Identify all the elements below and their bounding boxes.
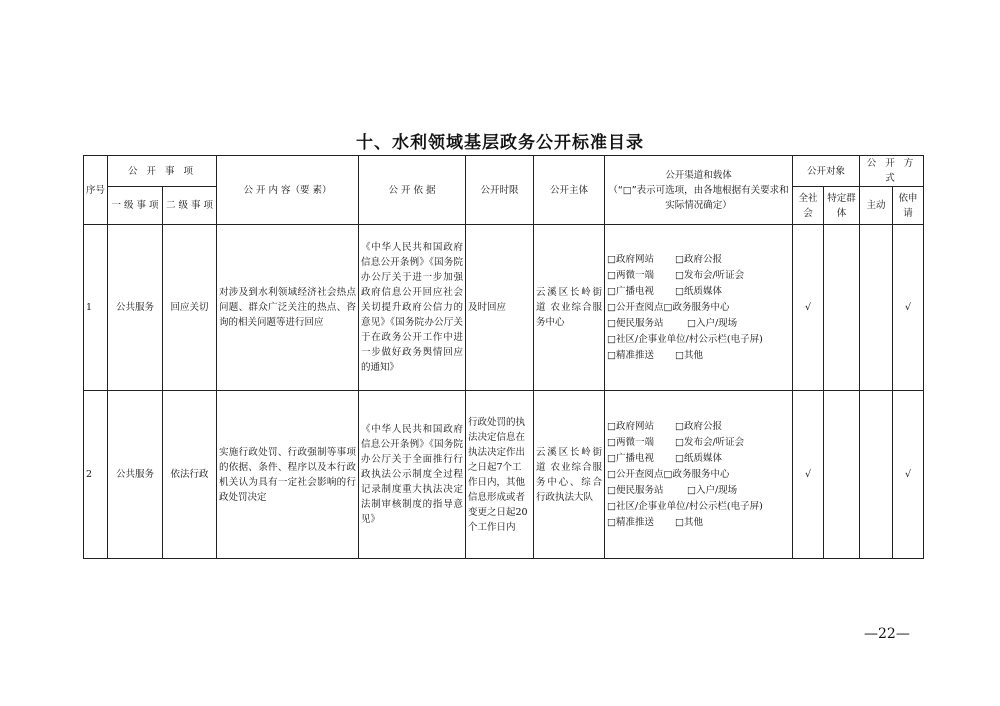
header-content: 公 开 内 容（要 素） — [217, 156, 359, 225]
header-level2: 二 级 事 项 — [163, 187, 217, 225]
header-method-request: 依申请 — [893, 187, 924, 225]
header-subject: 公开主体 — [534, 156, 605, 225]
header-level1: 一 级 事 项 — [108, 187, 163, 225]
row-method-request: √ — [893, 225, 924, 391]
row-target-specific — [824, 225, 860, 391]
row-subject: 云溪区长岭街道 农业综合服 务中心 — [534, 225, 605, 391]
header-channel-note: （“□”表示可选项，由各地根据有关要求和实际情况确定） — [608, 184, 789, 211]
channel-option: □精准推送 — [607, 349, 654, 361]
channel-line — [607, 348, 790, 364]
header-period: 公开时限 — [466, 156, 534, 225]
channel-option: □发布会/听证会 — [675, 436, 745, 448]
channel-line — [607, 419, 790, 435]
header-method: 公 开 方 式 — [860, 156, 924, 187]
row-level1: 公共服务 — [108, 391, 163, 559]
channel-option: □发布会/听证会 — [675, 269, 745, 281]
header-seq: 序号 — [84, 156, 108, 225]
channel-option: □公开查阅点 — [607, 301, 664, 313]
header-method-active: 主动 — [860, 187, 893, 225]
row-target-specific — [824, 391, 860, 559]
channel-line — [607, 451, 790, 467]
channel-option: □便民服务站 — [607, 484, 664, 496]
channel-line — [607, 515, 790, 531]
table-row — [84, 225, 924, 391]
channel-option: □广播电视 — [607, 452, 654, 464]
row-target-all: √ — [793, 391, 824, 559]
row-period: 行政处罚的执法决定信息在执法决定作出之日起7个工作日内，其他信息形成或者变更之日起20个工作日内 — [466, 391, 534, 559]
channel-option: □政府公报 — [675, 253, 722, 265]
channel-line — [607, 268, 790, 284]
channel-line — [607, 284, 790, 300]
channel-option: □纸质媒体 — [675, 452, 722, 464]
channel-line — [607, 483, 790, 499]
channel-line — [607, 332, 790, 348]
header-matters: 公 开 事 项 — [108, 156, 217, 187]
row-target-all: √ — [793, 225, 824, 391]
row-content: 实施行政处罚、行政强制等事项的依据、条件、程序以及本行政机关认为具有一定社会影响的行政处罚决定 — [217, 391, 359, 559]
channel-line — [607, 467, 790, 483]
row-method-active — [860, 391, 893, 559]
channel-option: □其他 — [675, 516, 703, 528]
page-title: 十、水利领域基层政务公开标准目录 — [356, 133, 644, 153]
channel-option: □政府网站 — [607, 420, 654, 432]
row-basis: 《中华人民共和国政府信息公开条例》《国务院办公厅关于进一步加强政府信息公开回应社会关切提升政府公信力的意见》《国务院办公厅关于在政务公开工作中进一步做好政务舆情回应的通知》 — [359, 225, 466, 391]
table-header — [84, 156, 924, 225]
channel-option: □入户/现场 — [687, 484, 738, 496]
row-seq: 2 — [84, 391, 108, 559]
row-content: 对涉及到水利领域经济社会热点问题、群众广泛关注的热点、咨询的相关问题等进行回应 — [217, 225, 359, 391]
header-target-all: 全社会 — [793, 187, 824, 225]
row-level2: 依法行政 — [163, 391, 217, 559]
row-level2: 回应关切 — [163, 225, 217, 391]
row-level1: 公共服务 — [108, 225, 163, 391]
channel-option: □便民服务站 — [607, 317, 664, 329]
table-row — [84, 391, 924, 559]
row-subject: 云溪区长岭街道 农业综合服 务中心、综合行政执法大队 — [534, 391, 605, 559]
channel-option: □两微一端 — [607, 269, 654, 281]
channel-option: □其他 — [675, 349, 703, 361]
channel-option: □政务服务中心 — [663, 301, 730, 313]
channel-option: □两微一端 — [607, 436, 654, 448]
channel-option: □广播电视 — [607, 285, 654, 297]
header-target-specific: 特定群体 — [824, 187, 860, 225]
row-method-request: √ — [893, 391, 924, 559]
channel-option: □政府公报 — [675, 420, 722, 432]
channel-option: □政务服务中心 — [663, 468, 730, 480]
row-seq: 1 — [84, 225, 108, 391]
row-channels — [605, 225, 793, 391]
header-channel — [605, 156, 793, 225]
page-number: —22— — [864, 626, 910, 642]
catalog-table — [83, 155, 924, 559]
header-channel-title: 公开渠道和载体 — [665, 169, 732, 181]
channel-option: □纸质媒体 — [675, 285, 722, 297]
header-basis: 公 开 依 据 — [359, 156, 466, 225]
channel-line — [607, 316, 790, 332]
row-method-active — [860, 225, 893, 391]
row-basis: 《中华人民共和国政府信息公开条例》《国务院办公厅关于全面推行行政执法公示制度全过程记录制度重大执法决定法制审核制度的指导意见》 — [359, 391, 466, 559]
channel-line — [607, 252, 790, 268]
row-channels — [605, 391, 793, 559]
channel-option: □公开查阅点 — [607, 468, 664, 480]
channel-option: □社区/企事业单位/村公示栏(电子屏) — [607, 500, 763, 512]
channel-option: □政府网站 — [607, 253, 654, 265]
channel-line — [607, 300, 790, 316]
channel-option: □社区/企事业单位/村公示栏(电子屏) — [607, 333, 763, 345]
header-target: 公开对象 — [793, 156, 860, 187]
channel-option: □精准推送 — [607, 516, 654, 528]
row-period: 及时回应 — [466, 225, 534, 391]
channel-option: □入户/现场 — [687, 317, 738, 329]
channel-line — [607, 435, 790, 451]
channel-line — [607, 499, 790, 515]
